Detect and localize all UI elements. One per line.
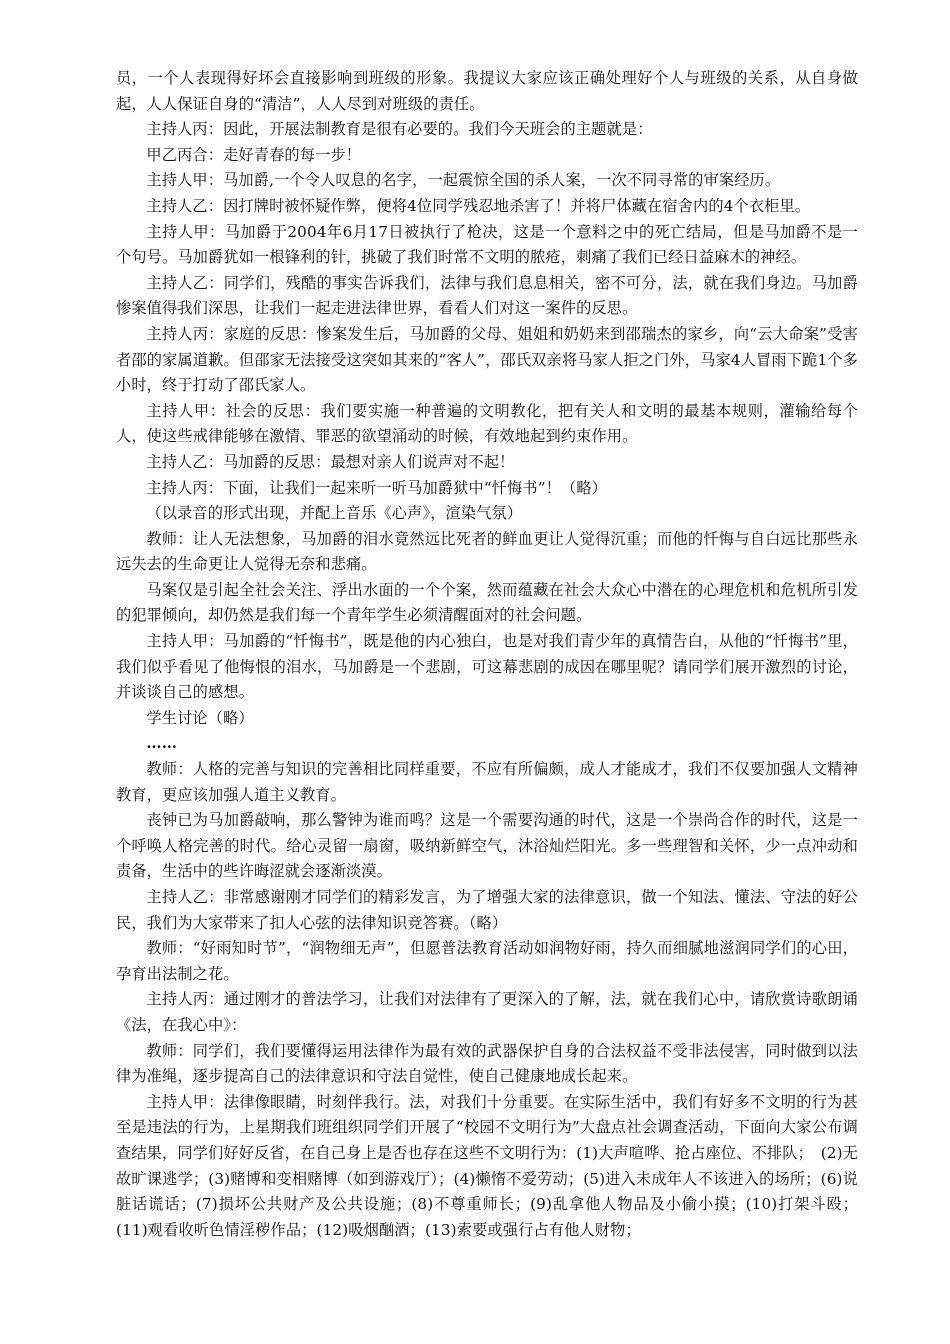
paragraph: 主持人甲：法律像眼睛，时刻伴我行。法，对我们十分重要。在实际生活中，我们有好多不文明的行为甚至是违法的行为，上星期我们班组织同学们开展了“校园不文明行为”大盘点社会调查活动，下面向大家公布调查结果，同学们好好反省，在自己身上是否也存在这些不文明行为：(1)大声喧哗、抢占座位、不排队； (2)无故旷课逃学；(3)赌博和变相赌博（如到游戏厅）；(4)懒惰不爱劳动；(5)进入未成年人不该进入的场所；(6)说脏话谎话；(7)损坏公共财产及公共设施；(8)不尊重师长；(9)乱拿他人物品及小偷小摸；(10)打架斗殴；(11)观看收听色情淫秽作品；(12)吸烟酗酒；(13)索要或强行占有他人财物；: [116, 1092, 858, 1239]
paragraph: 主持人丙：通过刚才的普法学习，让我们对法律有了更深入的了解，法，就在我们心中，请欣赏诗歌朗诵《法，在我心中》：: [116, 990, 858, 1034]
paragraph: 主持人丙：因此，开展法制教育是很有必要的。我们今天班会的主题就是：: [146, 120, 653, 139]
paragraph: 主持人乙：马加爵的反思：最想对亲人们说声对不起！: [146, 452, 515, 471]
paragraph: 教师：同学们，我们要懂得运用法律作为最有效的武器保护自身的合法权益不受非法侵害，同时做到以法律为准绳，逐步提高自己的法律意识和守法自觉性，使自己健康地成长起来。: [116, 1041, 858, 1086]
paragraph: 丧钟已为马加爵敲响，那么警钟为谁而鸣？这是一个需要沟通的时代，这是一个崇尚合作的时代，这是一个呼唤人格完善的时代。给心灵留一扇窗，吸纳新鲜空气，沐浴灿烂阳光。多一些理智和关怀，少一点冲动和责备，生活中的些许晦涩就会逐渐淡漠。: [116, 811, 858, 881]
paragraph: 教师：人格的完善与知识的完善相比同样重要，不应有所偏颇，成人才能成才，我们不仅要加强人文精神教育，更应该加强人道主义教育。: [116, 760, 858, 804]
paragraph: 主持人甲：马加爵于2004年6月17日被执行了枪决，这是一个意料之中的死亡结局，但是马加爵不是一个句号。马加爵犹如一根锋利的针，挑破了我们时常不文明的脓疮，刺痛了我们已经日益麻木的神经。: [116, 222, 858, 267]
paragraph: 马案仅是引起全社会关注、浮出水面的一个个案，然而蕴藏在社会大众心中潜在的心理危机和危机所引发的犯罪倾向，却仍然是我们每一个青年学生必须清醒面对的社会问题。: [116, 580, 858, 625]
ellipsis: ……: [146, 734, 178, 753]
paragraph: 主持人丙：下面，让我们一起来听一听马加爵狱中“忏悔书”！（略）: [146, 478, 608, 497]
paragraph: 主持人甲：马加爵,一个令人叹息的名字，一起震惊全国的杀人案，一次不同寻常的审案经历。: [146, 171, 781, 190]
paragraph: 主持人甲：社会的反思：我们要实施一种普遍的文明教化，把有关人和文明的最基本规则，灌输给每个人，使这些戒律能够在激情、罪恶的欲望涌动的时候，有效地起到约束作用。: [116, 401, 858, 446]
paragraph: 学生讨论（略）: [146, 708, 254, 727]
paragraph: 甲乙丙合：走好青春的每一步！: [146, 145, 362, 164]
paragraph: 主持人丙：家庭的反思：惨案发生后，马加爵的父母、姐姐和奶奶来到邵瑞杰的家乡，向“云大命案”受害者邵的家属道歉。但邵家无法接受这突如其来的“客人”，邵氏双亲将马家人拒之门外，马家4人冒雨下跪1个多小时，终于打动了邵氏家人。: [116, 324, 858, 395]
paragraph-continued: 员，一个人表现得好坏会直接影响到班级的形象。我提议大家应该正确处理好个人与班级的关系，从自身做起，人人保证自身的“清洁”，人人尽到对班级的责任。: [116, 69, 858, 113]
paragraph: 主持人乙：因打牌时被怀疑作弊，便将4位同学残忍地杀害了！并将尸体藏在宿舍内的4个衣柜里。: [146, 196, 811, 215]
paragraph: （以录音的形式出现，并配上音乐《心声》，渲染气氛）: [146, 504, 523, 523]
paragraph: 教师：让人无法想象，马加爵的泪水竟然远比死者的鲜血更让人觉得沉重；而他的忏悔与自白远比那些永远失去的生命更让人觉得无奈和悲痛。: [116, 529, 858, 574]
paragraph: 主持人乙：非常感谢刚才同学们的精彩发言，为了增强大家的法律意识，做一个知法、懂法、守法的好公民，我们为大家带来了扣人心弦的法律知识竞答赛。（略）: [116, 888, 858, 932]
paragraph: 主持人甲：马加爵的“忏悔书”，既是他的内心独白，也是对我们青少年的真情告白，从他的“忏悔书”里，我们似乎看见了他悔恨的泪水，马加爵是一个悲剧，可这幕悲剧的成因在哪里呢？请同学们展开激烈的讨论，并谈谈自己的感想。: [116, 632, 858, 702]
document-page: [116, 66, 858, 1243]
paragraph: 主持人乙：同学们，残酷的事实告诉我们，法律与我们息息相关，密不可分，法，就在我们身边。马加爵惨案值得我们深思，让我们一起走进法律世界，看看人们对这一案件的反思。: [116, 273, 858, 318]
paragraph: 教师：“好雨知时节”，“润物细无声”，但愿普法教育活动如润物好雨，持久而细腻地滋润同学们的心田，孕育出法制之花。: [116, 939, 858, 983]
